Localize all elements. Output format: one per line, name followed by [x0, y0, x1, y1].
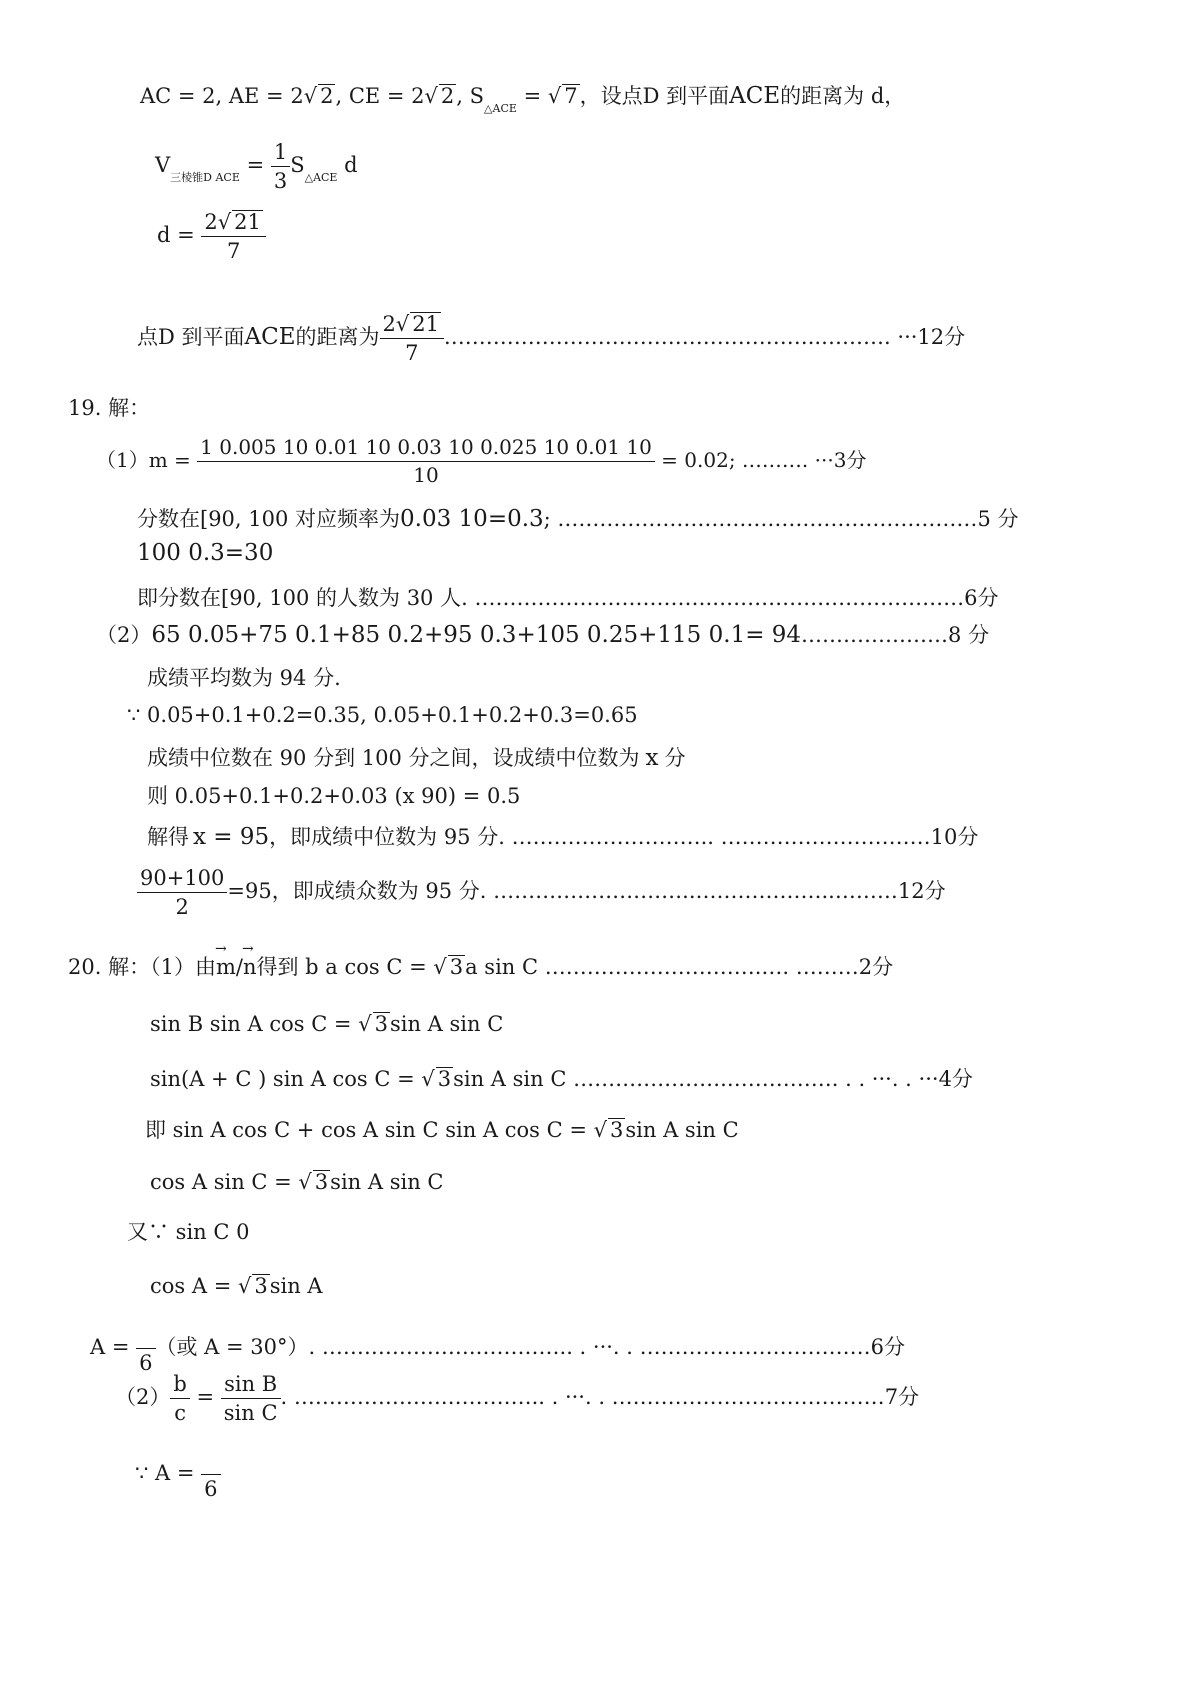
- s19-mean-calc: （2）65 0.05+75 0.1+85 0.2+95 0.3+105 0.25+115 0.1= 94…………………8 分: [96, 622, 990, 648]
- s19-count-result: 即分数在[90, 100 的人数为 30 人. …………………………….………………………………6分: [137, 586, 999, 610]
- s20-cosa: cos A = √ 3sin A: [150, 1274, 323, 1298]
- s19-median-result: 解得 x = 95，即成绩中位数为 95 分. ……………………….. …………………………10分: [147, 824, 979, 850]
- s18-line1: AC = 2, AE = 2√ 2, CE = 2√ 2, $S_{\triangle ACE}$ = √ 7，设点D 到平面ACE的距离为 d，: [140, 83, 906, 115]
- s20-angle-a: A = 6 （或 A = 30°）. ………………….………….. . ···. . ……………………………6分: [90, 1322, 905, 1375]
- s19-frequency: 分数在[90, 100 对应频率为0.03 10=0.3; ……………………………………………………5 分: [137, 506, 1019, 532]
- s19-mean-result: 成绩平均数为 94 分.: [147, 666, 341, 690]
- s19-median-equation: 则 0.05+0.1+0.2+0.03 (x 90) = 0.5: [147, 784, 521, 808]
- s20-line5: cos A sin C = √ 3sin A sin C: [150, 1170, 444, 1194]
- s19-mode-result: $\frac{90+100}{2}$ =95，即成绩众数为 95 分. ………………………..………………..………12分: [137, 866, 946, 919]
- s20-line2: sin B sin A cos C = √ 3sin A sin C: [150, 1012, 504, 1036]
- s18-volume-formula: $V_{三棱锥D ACE}$ = $\frac{1}{3}$ $S_{\triangle ACE}$ d: [155, 140, 358, 194]
- s19-m-formula: （1）m = $\frac{1 0.005 10 0.01 10 0.03 10 0.025 10 0.01 10}{10}$ = 0.02; ………. ···3分: [96, 435, 867, 487]
- s20-line4: 即 sin A cos C + cos A sin C sin A cos C = √ 3sin A sin C: [145, 1118, 739, 1142]
- s19-title: 19. 解：: [68, 396, 151, 420]
- s19-cumulative: ∵ 0.05+0.1+0.2=0.35, 0.05+0.1+0.2+0.3=0.65: [127, 703, 638, 727]
- s19-count-calc: 100 0.3=30: [137, 540, 274, 566]
- s20-part2-ratio: （2） $\frac{b}{c}$ = $\frac{\text{sin B}}{\text{sin C}}$ . ………………….………….. . ···. . …………………………………7分: [115, 1372, 920, 1426]
- s20-since-a: ∵ A = 6: [135, 1448, 221, 1501]
- s18-conclusion: 点D 到平面ACE的距离为 $\frac{2√ 21}{7}$ .……………………………………………..………. ···12分: [137, 312, 966, 366]
- s20-line3: sin(A + C ) sin A cos C = √ 3sin A sin C ………………….……………. . . ···. . ···4分: [150, 1067, 973, 1091]
- s19-median-range: 成绩中位数在 90 分到 100 分之间，设成绩中位数为 x 分: [147, 745, 686, 771]
- s18-distance-result: d = $\frac{2√ 21}{7}$: [157, 210, 266, 263]
- s20-part1-start: 20. 解：（1）由→ m/→ n得到 b a cos C = √ 3a sin C ………………………….…. ………2分: [68, 955, 893, 979]
- s20-sinc-nonzero: 又∵ sin C 0: [127, 1220, 250, 1244]
